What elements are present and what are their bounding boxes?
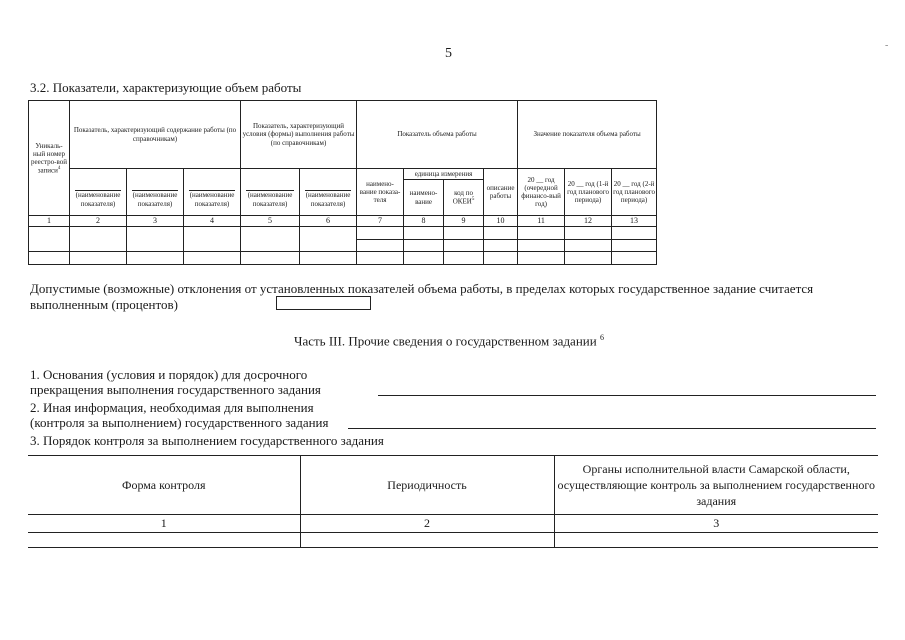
col-number: 11: [518, 216, 565, 227]
col-number: 13: [612, 216, 657, 227]
deviation-percent-box[interactable]: [276, 296, 371, 310]
header-organs: Органы исполнительной власти Самарской области, осуществляющие контроль за выполнением государственного задания: [554, 456, 878, 515]
header-volume: Показатель объема работы: [357, 101, 518, 169]
col-number: 9: [444, 216, 484, 227]
col-number: 8: [404, 216, 444, 227]
item1-line1: 1. Основания (условия и порядок) для досрочного: [30, 367, 308, 382]
part3-title: Часть III. Прочие сведения о государственном задании $^6$: [294, 333, 604, 349]
subheader-year3: 20 __ год (2-й год планового периода): [612, 169, 657, 216]
subheader-year2: 20 __ год (1-й год планового периода): [565, 169, 612, 216]
header-registry: Уникаль-ный номер реестро-вой записи$^4$: [29, 101, 70, 216]
subheader-indicator: (наименование показателя): [127, 169, 184, 216]
header-value: Значение показателя объема работы: [518, 101, 657, 169]
item3-text: 3. Порядок контроля за выполнением государственного задания: [30, 433, 384, 448]
table-row: [28, 533, 878, 548]
item1-line2: прекращения выполнения государственного задания: [30, 382, 321, 397]
subheader-indicator: (наименование показателя): [241, 169, 300, 216]
col-number: 2: [300, 515, 554, 533]
section-title: 3.2. Показатели, характеризующие объем работы: [30, 80, 302, 95]
col-number: 2: [70, 216, 127, 227]
subheader-unit: единица измерения наимено-вание код по ОКЕИ$^5$: [404, 169, 484, 216]
subheader-unit-name: наимено-вание: [404, 180, 444, 215]
col-number: 3: [127, 216, 184, 227]
col-number: 5: [241, 216, 300, 227]
col-number: 4: [184, 216, 241, 227]
item2-line1: 2. Иная информация, необходимая для выполнения: [30, 400, 314, 415]
subheader-volume-name: наимено-вание показа-теля: [357, 169, 404, 216]
subheader-indicator: (наименование показателя): [70, 169, 127, 216]
header-conditions: Показатель, характеризующий условия (формы) выполнения работы (по справочникам): [241, 101, 357, 169]
header-periodicity: Периодичность: [300, 456, 554, 515]
item1-fill-line[interactable]: [378, 395, 876, 396]
header-content: Показатель, характеризующий содержание работы (по справочникам): [70, 101, 241, 169]
col-number: 6: [300, 216, 357, 227]
page-number: 5: [445, 46, 452, 61]
deviation-text: Допустимые (возможные) отклонения от установленных показателей объема работы, в пределах которых государственное задание считается выполненным (процентов): [30, 281, 814, 312]
corner-mark: -: [885, 40, 889, 51]
col-number: 1: [28, 515, 300, 533]
subheader-okei: код по ОКЕИ$^5$: [452, 189, 475, 206]
volume-indicators-table: [28, 100, 657, 265]
col-number: 1: [29, 216, 70, 227]
col-number: 12: [565, 216, 612, 227]
subheader-indicator: (наименование показателя): [184, 169, 241, 216]
item2-fill-line[interactable]: [348, 428, 876, 429]
subheader-indicator: (наименование показателя): [300, 169, 357, 216]
subheader-description: описание работы: [484, 169, 518, 216]
control-table: [28, 455, 878, 548]
col-number: 3: [554, 515, 878, 533]
col-number: 7: [357, 216, 404, 227]
item2-line2: (контроля за выполнением) государственного задания: [30, 415, 329, 430]
col-number: 10: [484, 216, 518, 227]
table-row: [29, 227, 657, 240]
table-row: [29, 252, 657, 265]
header-control-form: Форма контроля: [28, 456, 300, 515]
subheader-year1: 20 __ год (очередной финансо-вый год): [518, 169, 565, 216]
